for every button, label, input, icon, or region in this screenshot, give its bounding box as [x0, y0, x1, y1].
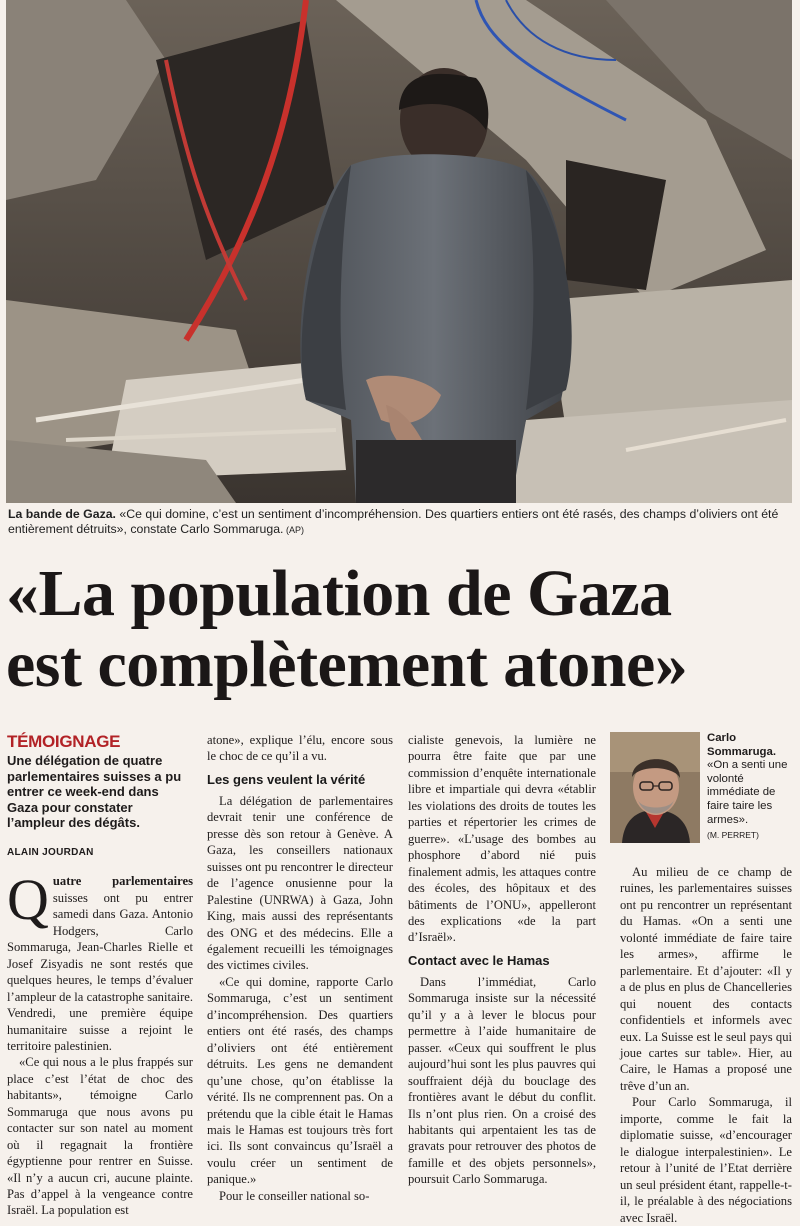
paragraph: Pour Carlo Sommaruga, il importe, comme le fait la diplomatie suisse, «d’encourager le dialogue interpalestinien». Le retour à l’unité de l’Etat derrière un seul président étant, rappelle-t-il, le préalable à des négociations avec Israël.	[620, 1095, 792, 1225]
paragraph: «Ce qui domine, rapporte Carlo Sommaruga, c’est un sentiment d’incompréhension. Des quartiers entiers ont été rasés, des champs d’oliviers ont été entièrement détruits. Les gens ne demandent qu’une chose, qu’on établisse la vérité. Ils ne comprennent pas. On a prétendu que la cible était le Hamas mais le Hamas est toujours très fort ici. Ils sont convaincus qu’Israël a voulu créer un sentiment de panique.»	[207, 974, 393, 1187]
paragraph: cialiste genevois, la lumière ne pourra être faite que par une commission d’enquête internationale libre et impartiale qui devra «établir les violations des droits de toutes les parties et répertorier les crimes de guerre». «L’usage des bombes au phosphore d’abord nié puis finalement admis, les attaques contre des écoles, des hôpitaux et des bâtiments de l’ONU», appelleront des explications «de la part d’Israël».	[408, 733, 596, 945]
subheading-verite: Les gens veulent la vérité	[207, 771, 366, 787]
dropcap: Q	[7, 867, 49, 933]
byline: ALAIN JOURDAN	[7, 846, 94, 858]
lead-photo	[6, 0, 792, 503]
column-3	[408, 732, 596, 1188]
portrait-box	[610, 732, 792, 856]
chapeau: Une délégation de quatre parlementaires suisses a pu entrer ce week-end dans Gaza pour constater l’ampleur des dégâts.	[7, 753, 182, 831]
column-4-body	[610, 864, 792, 1226]
column-2	[207, 732, 393, 1204]
portrait-credit: (M. PERRET)	[707, 830, 759, 841]
column-4	[610, 732, 792, 1226]
paragraph: atone», explique l’élu, encore sous le choc de ce qu’il a vu.	[207, 733, 393, 764]
column-1	[7, 732, 193, 1219]
caption-text: «Ce qui domine, c’est un sentiment d’incompréhension. Des quartiers entiers ont été rasés, des champs d’oliviers ont été entièrement détruits», constate Carlo Sommaruga.	[8, 507, 779, 536]
paragraph: «Ce qui nous a le plus frappés sur place c’est l’état de choc des habitants», témoigne Carlo Sommaruga que nous avons pu contacter sur son natel au moment où il regagnait la frontière égyptienne pour rentrer en Suisse. «Il n’y a aucun cri, aucune plainte. Pas d’appel à la vengeance contre Israël. La population est	[7, 1055, 193, 1218]
headline-line-2: est complètement atone»	[6, 628, 688, 701]
portrait-icon	[610, 732, 700, 843]
portrait-name: Carlo Sommaruga.	[707, 732, 776, 758]
paragraph: Dans l’immédiat, Carlo Sommaruga insiste sur la nécessité qu’il y a à lever le blocus pour permettre à l’aide humanitaire de passer. «Ceux qui souffrent le plus aujourd’hui sont les plus pauvres qui souffraient déjà du bouclage des frontières avant le début du conflit. Ils n’ont plus rien. On a croisé des habitants qui arpentaient les tas de gravats pour retrouver des photos de famille et des objets personnels», poursuit Carlo Sommaruga.	[408, 974, 596, 1187]
photo-caption	[8, 507, 792, 538]
headline-line-1: «La population de Gaza	[6, 557, 672, 630]
portrait-caption	[707, 732, 795, 843]
lead-strong: uatre parlementaires	[52, 874, 193, 889]
paragraph: Pour le conseiller national so-	[219, 1188, 370, 1203]
paragraph: Au milieu de ce champ de ruines, les parlementaires suisses ont pu rencontrer un représentant du Hamas. «On a senti une volonté immédiate de faire taire les armes», affirme le parlementaire. Et d’ajouter: «Il y a de plus en plus de Chancelleries qui nouent des contacts confidentiels et informels avec eux. La Suisse est le seul pays qui joue cartes sur table». Hier, au Caire, le Hamas a proposé une trêve d’un an.	[620, 865, 792, 1093]
kicker: TÉMOIGNAGE	[7, 732, 121, 751]
subheading-hamas: Contact avec le Hamas	[408, 952, 550, 968]
paragraph-text: suisses ont pu entrer samedi dans Gaza. Antonio Hodgers, Carlo Sommaruga, Jean-Charles Rielle et Josef Zisyadis ne sont restés que quelques heures, le temps d’évaluer l’ampleur de la catastrophe sanitaire. Vendredi, une première équipe humanitaire suisse a rejoint le territoire palestinien.	[7, 890, 193, 1053]
portrait-photo	[610, 732, 700, 843]
rubble-photo-icon	[6, 0, 792, 503]
caption-credit: (AP)	[283, 525, 304, 535]
headline	[6, 558, 796, 700]
paragraph	[7, 867, 193, 1054]
paragraph: La délégation de parlementaires devrait tenir une conférence de presse dès son retour à Genève. A Gaza, les conseillers nationaux suisses ont pu rencontrer le directeur de l’agence onusienne pour la Palestine (UNRWA) à Gaza, John King, mais aussi des représentants des ONG et des médecins. Elle a également recueilli les témoignages des victimes civiles.	[207, 793, 393, 973]
caption-lead: La bande de Gaza.	[8, 507, 116, 521]
portrait-quote: «On a senti une volonté immédiate de faire taire les armes».	[707, 759, 788, 826]
